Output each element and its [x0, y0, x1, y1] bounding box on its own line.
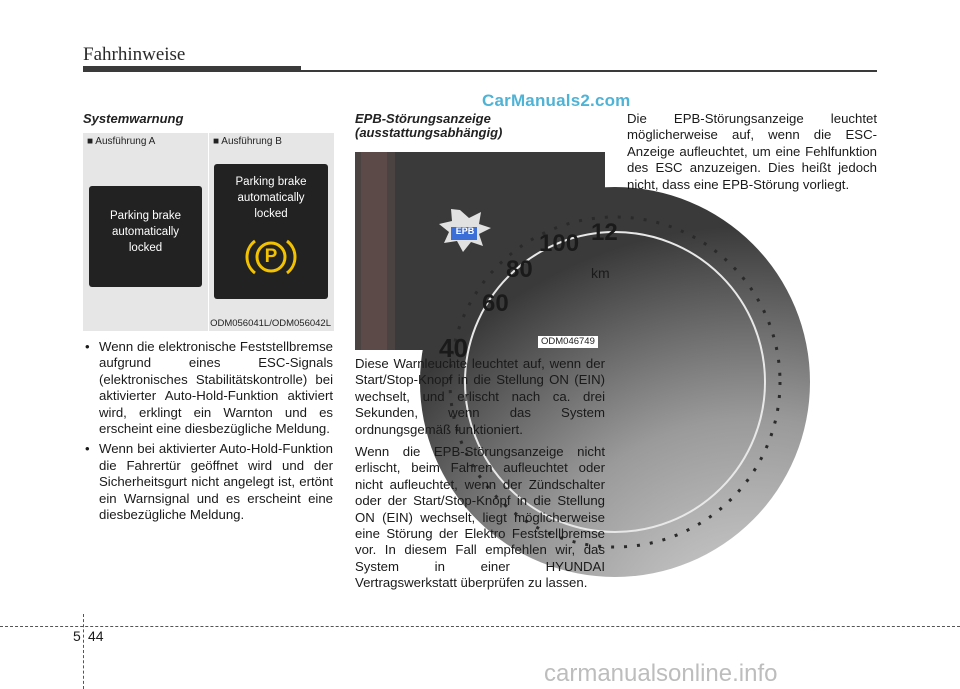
header-rule-thin	[301, 70, 877, 72]
variant-a-text: Ausführung A	[95, 136, 156, 147]
epb-label: EPB	[455, 226, 475, 236]
epb-heading-line-2: (ausstattungsabhängig)	[355, 125, 503, 140]
speed-label-100: 100	[539, 230, 580, 257]
variant-b-marker: ■	[213, 136, 220, 147]
bullet-text-2: Wenn bei aktivierter Auto-Hold-Funktion die Fahrertür geöffnet wird und der Sicherheitsgurt nicht angelegt ist, ertönt ein Warnsignal und es erscheint eine diesbezügliche Meldung.	[99, 441, 333, 523]
variant-a-marker: ■	[87, 136, 94, 147]
panel-a-line-1: Parking brake	[110, 210, 181, 222]
list-item	[83, 339, 333, 437]
speed-unit-label: km	[591, 265, 610, 281]
variant-b-text: Ausführung B	[221, 136, 282, 147]
middle-text-block	[355, 356, 605, 598]
bullet-list	[83, 339, 333, 523]
section-heading-epb	[355, 112, 502, 140]
speed-label-120: 12	[591, 219, 618, 246]
page-header-title: Fahrhinweise	[83, 44, 186, 65]
watermark-top[interactable]: CarManuals2.com	[482, 91, 631, 110]
panel-a-line-3: locked	[128, 242, 163, 254]
figure-system-warning	[83, 133, 333, 331]
page-chapter-number: 5	[73, 628, 81, 644]
bullet-marker: •	[85, 339, 90, 354]
speed-label-40: 40	[439, 333, 468, 363]
footer-rule	[0, 626, 960, 627]
watermark-bottom[interactable]: carmanualsonline.info	[544, 660, 778, 687]
header-rule-thick	[83, 66, 301, 72]
parking-brake-icon	[246, 235, 296, 279]
page-number: 44	[88, 628, 104, 644]
panel-a-line-2: automatically	[111, 226, 180, 238]
right-paragraph: Die EPB-Störungsanzeige leuchtet möglicherweise auf, wenn die ESC-Anzeige aufleuchtet, um eine Fehlfunktion des ESC anzuzeigen. Dies heißt jedoch nicht, dass eine EPB-Störung vorliegt.	[627, 111, 877, 192]
speed-label-80: 80	[506, 256, 533, 283]
figure-epb-gauge	[355, 152, 618, 363]
panel-b-line-3: locked	[254, 208, 288, 220]
list-item	[83, 441, 333, 523]
speed-label-60: 60	[482, 290, 509, 317]
left-bullet-list-container	[83, 339, 333, 527]
bullet-text-1: Wenn die elektronische Feststellbremse aufgrund eines ESC-Signals (elektronisches Stabilitätskontrolle) bei aktivierter Auto-Hold-Funktion aktiviert wird, erklingt ein Warnton und es erscheint eine diesbezügliche Meldung.	[99, 339, 333, 437]
figure-code-middle: ODM046749	[538, 336, 598, 348]
variant-a-label	[87, 136, 155, 147]
footer-divider	[83, 614, 84, 689]
right-text-block	[627, 111, 877, 199]
epb-heading-line-1: EPB-Störungsanzeige	[355, 111, 491, 126]
middle-paragraph-1: Diese Warnleuchte leuchtet auf, wenn der Start/Stop-Knopf in die Stellung ON (EIN) wechselt, und erlischt nach ca. drei Sekunden, wenn das System ordnungsgemäß funktioniert.	[355, 356, 605, 437]
middle-paragraph-2: Wenn die EPB-Störungsanzeige nicht erlischt, beim Fahren aufleuchtet oder nicht aufleuchtet, wenn der Zündschalter oder der Start/Stop-Knopf in die Stellung ON (EIN) wechselt, liegt möglicherweise eine Störung der Elektro Feststellbremse vor. In diesem Fall empfehlen wir, das System in einer HYUNDAI Vertragswerkstatt überprüfen zu lassen.	[355, 444, 605, 591]
parking-brake-symbol: P	[264, 246, 278, 267]
panel-b-line-2: automatically	[237, 192, 305, 204]
variant-b-label	[213, 136, 282, 147]
warning-panel-a	[89, 186, 202, 287]
bullet-marker: •	[85, 441, 90, 457]
figure-code-left: ODM056041L/ODM056042L	[210, 318, 331, 329]
warning-panel-b	[214, 164, 328, 299]
section-heading-systemwarnung: Systemwarnung	[83, 111, 184, 126]
panel-b-line-1: Parking brake	[235, 176, 307, 188]
